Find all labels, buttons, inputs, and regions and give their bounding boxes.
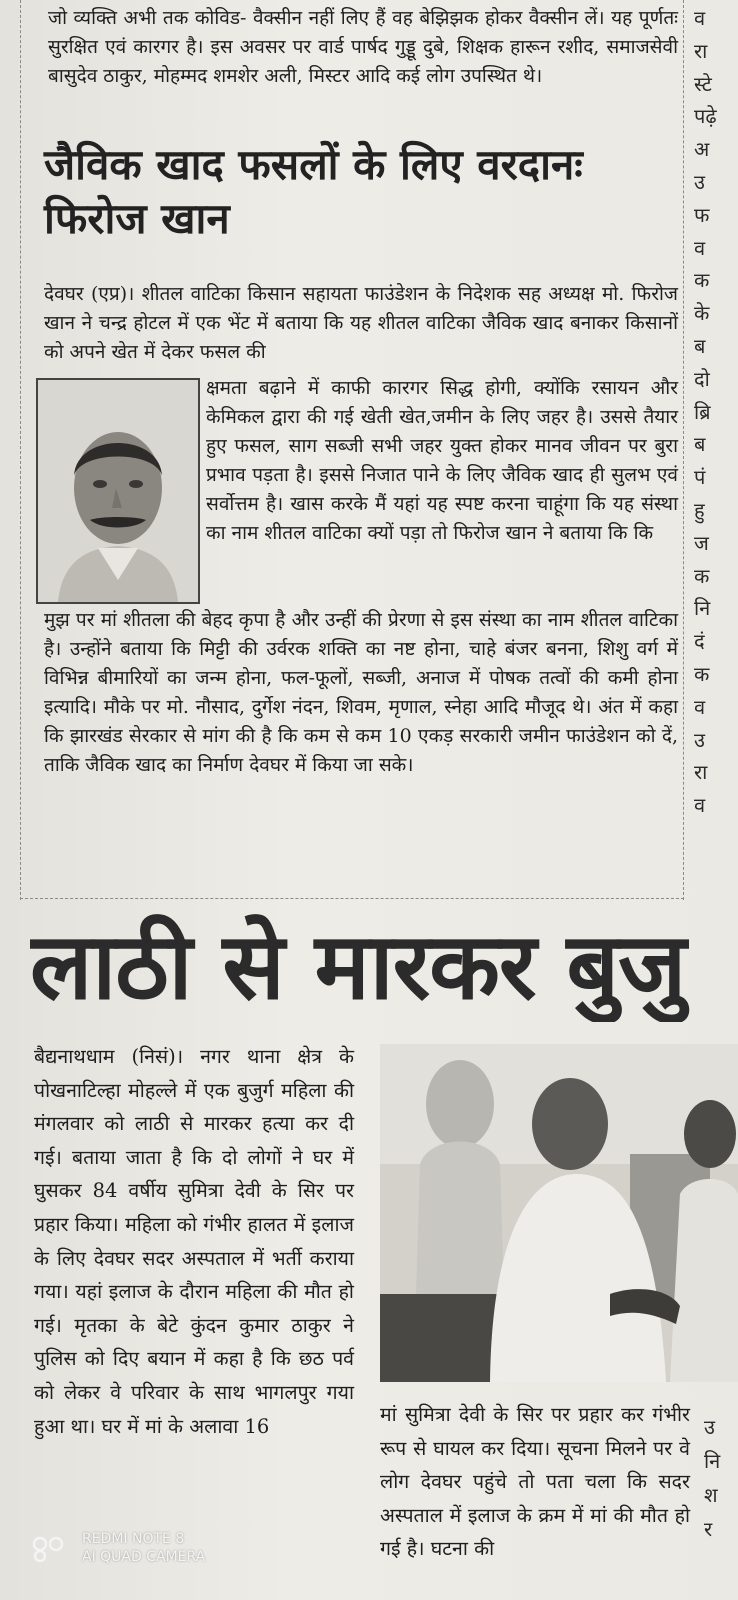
column-divider <box>683 0 685 900</box>
news-photo-people <box>380 1044 738 1382</box>
edge-fragment: क <box>694 268 710 293</box>
person-portrait-photo <box>36 378 200 604</box>
edge-fragment: पढ़े <box>694 104 717 129</box>
edge-fragment: नि <box>694 596 711 621</box>
edge-fragment: नि <box>704 1449 721 1473</box>
edge-fragment: स्टे <box>694 71 712 96</box>
watermark-line-2: AI QUAD CAMERA <box>82 1549 206 1565</box>
edge-fragment: ब <box>694 432 706 457</box>
edge-fragment: व <box>694 694 706 719</box>
edge-fragment: व <box>694 235 706 260</box>
news-photo-illustration <box>380 1044 738 1382</box>
edge-fragment: दं <box>694 629 705 654</box>
edge-fragment: रा <box>694 38 708 63</box>
edge-fragment: उ <box>694 727 705 752</box>
edge-fragment: ब <box>694 333 706 358</box>
edge-fragment: उ <box>694 169 705 194</box>
article-body-bottom: मुझ पर मां शीतला की बेहद कृपा है और उन्हीं की प्रेरणा से इस संस्था का नाम शीतल वाटिका है। उन्होंने बताया कि मिट्टी की उर्वरक शक्ति का नष्ट होना, चाहे बंजर बनना, शिशु वर्ग में विभिन्न बीमारियों का जन्म होना, फल-फूलों, सब्जी, अनाज में पोषक तत्वों की कमी होना इत्यादि। मौके पर मो. नौसाद, दुर्गेश नंदन, शिवम, मृणाल, स्नेहा आदि मौजूद थे। अंत में कहा कि झारखंड सेरकार से मांग की है कि कम से कम 10 एकड़ सरकारी जमीन फाउंडेशन को दें, ताकि जैविक खाद का निर्माण देवघर में किया जा सके। <box>44 609 678 776</box>
edge-fragment: पं <box>694 465 706 490</box>
edge-fragment: व <box>694 6 706 30</box>
edge-fragment: हु <box>694 497 705 522</box>
article-box-left-border <box>20 0 22 900</box>
previous-article-ending: जो व्यक्ति अभी तक कोविड- वैक्सीन नहीं लिए हैं वह बेझिझक होकर वैक्सीन लें। यह पूर्णतः सुरक्षित एवं कारगर है। इस अवसर पर वार्ड पार्षद गुड्डू दुबे, शिक्षक हारून रशीद, समाजसेवी बासुदेव ठाकुर, मोहम्मद शमशेर अली, मिस्टर आदि कई लोग उपस्थित थे। <box>48 7 678 87</box>
adjacent-column-cutoff-lower <box>704 1410 738 1546</box>
second-article-headline: लाठी से मारकर बुजु <box>30 913 686 1020</box>
edge-fragment: उ <box>704 1415 715 1439</box>
edge-fragment: दो <box>694 366 710 391</box>
adjacent-column-cutoff <box>694 2 738 822</box>
article-headline: जैविक खाद फसलों के लिए वरदानः फिरोज खान <box>44 140 583 243</box>
edge-fragment: रा <box>694 760 708 785</box>
portrait-illustration <box>38 380 198 602</box>
article-body-beside-photo: क्षमता बढ़ाने में काफी कारगर सिद्ध होगी, क्योंकि रसायन और केमिकल द्वारा की गई खेती खेत,जमीन के लिए जहर है। उससे तैयार हुए फसल, साग सब्जी सभी जहर युक्त होकर मानव जीवन पर बुरा प्रभाव पड़ता है। इससे निजात पाने के लिए जैविक खाद ही सुलभ एवं सर्वोत्तम है। खास करके मैं यहां यह स्पष्ट करना चाहूंगा कि यह संस्था का नाम शीतल वाटिका क्यों पड़ा तो फिरोज खान ने बताया कि कि <box>206 377 678 544</box>
article-body-top: देवघर (एप्र)। शीतल वाटिका किसान सहायता फाउंडेशन के निदेशक सह अध्यक्ष मो. फिरोज खान ने चन्द्र होटल में एक भेंट में बताया कि यह शीतल वाटिका जैविक खाद बनाकर किसानों को अपने खेत में देकर फसल की <box>44 283 678 363</box>
watermark-line-1: REDMI NOTE 8 <box>82 1531 185 1547</box>
edge-fragment: व <box>694 793 706 818</box>
second-article-body-right: मां सुमित्रा देवी के सिर पर प्रहार कर गंभीर रूप से घायल कर दिया। सूचना मिलने पर वे लोग देवघर पहुंचे तो पता चला कि सदर अस्पताल में इलाज के क्रम में मां की मौत हो गई है। घटना की <box>380 1403 690 1561</box>
edge-fragment: के <box>694 301 710 326</box>
edge-fragment: क <box>694 661 710 686</box>
edge-fragment: अ <box>694 137 710 162</box>
second-article-body-left: बैद्यनाथधाम (निसं)। नगर थाना क्षेत्र के पोखनाटिल्हा मोहल्ले में एक बुजुर्ग महिला की मंगलवार को लाठी से मारकर हत्या कर दी गई। बताया जाता है कि दो लोगों ने घर में घुसकर 84 वर्षीय सुमित्रा देवी के सिर पर प्रहार किया। महिला को गंभीर हालत में इलाज के लिए देवघर सदर अस्पताल में भर्ती कराया गया। यहां इलाज के दौरान महिला की मौत हो गई। मृतका के बेटे कुंदन कुमार ठाकुर ने पुलिस को दिए बयान में कहा है कि छठ पर्व को लेकर वे परिवार के साथ भागलपुर गया हुआ था। घर में मां के अलावा 16 <box>34 1045 354 1438</box>
camera-lens-icon <box>30 1536 74 1562</box>
edge-fragment: र <box>704 1517 713 1541</box>
edge-fragment: फ <box>694 202 710 227</box>
article-box-bottom-border <box>20 898 684 900</box>
edge-fragment: ज <box>694 530 709 555</box>
edge-fragment: श <box>704 1483 718 1507</box>
edge-fragment: क <box>694 563 710 588</box>
edge-fragment: ब्रि <box>694 399 711 424</box>
